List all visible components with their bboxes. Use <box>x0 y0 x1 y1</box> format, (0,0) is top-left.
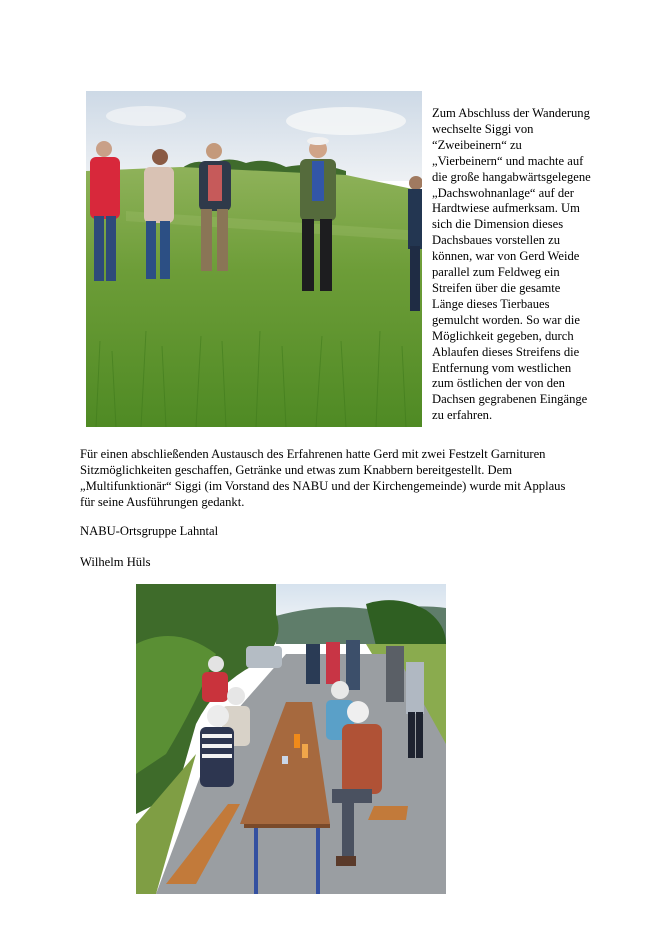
organization-name: NABU-Ortsgruppe Lahntal <box>80 524 219 538</box>
text-line: die große hangabwärtsgelegene <box>432 169 591 184</box>
text-line: wechselte Siggi von <box>432 121 534 136</box>
text-line: Sitzmöglichkeiten geschaffen, Getränke und etwas zum Knabbern bereitgestellt. Dem <box>80 462 513 477</box>
text-line: Zum Abschluss der Wanderung <box>432 106 590 120</box>
text-line: zum östlichen der von den <box>432 376 565 391</box>
intro-text <box>432 106 612 424</box>
text-line: „Dachswohnanlage“ auf der <box>432 185 574 200</box>
text-line: Dachsen gegrabenen Eingänge <box>432 392 588 407</box>
text-line: für seine Ausführungen gedankt. <box>80 494 245 509</box>
text-line: zu erfahren. <box>432 408 493 423</box>
closing-paragraph <box>80 447 620 511</box>
text-line: gemulcht worden. So war die <box>432 312 580 327</box>
text-line: können, war von Gerd Weide <box>432 249 580 264</box>
text-line: sich die Dimension dieses <box>432 217 564 232</box>
text-line: Ablaufen dieses Streifens die <box>432 344 580 359</box>
text-line: parallel zum Feldweg ein <box>432 265 560 280</box>
author-name: Wilhelm Hüls <box>80 555 151 569</box>
text-line: Streifen über die gesamte <box>432 280 561 295</box>
text-line: Möglichkeit gegeben, durch <box>432 328 574 343</box>
photo-group-at-table <box>136 584 446 894</box>
photo-hikers-meadow <box>86 91 422 427</box>
text-line: Hardtwiese aufmerksam. Um <box>432 201 580 216</box>
text-line: Für einen abschließenden Austausch des Erfahrenen hatte Gerd mit zwei Festzelt Garnituren <box>80 447 546 461</box>
text-line: „Multifunktionär“ Siggi (im Vorstand des NABU und der Kirchengemeinde) wurde mit Applaus <box>80 478 566 493</box>
text-line: Länge dieses Tierbaues <box>432 296 550 311</box>
text-line: Entfernung vom westlichen <box>432 360 572 375</box>
text-line: Dachsbaues vorstellen zu <box>432 233 560 248</box>
text-line: “Zweibeinern“ zu <box>432 137 522 152</box>
text-line: „Vierbeinern“ und machte auf <box>432 153 584 168</box>
